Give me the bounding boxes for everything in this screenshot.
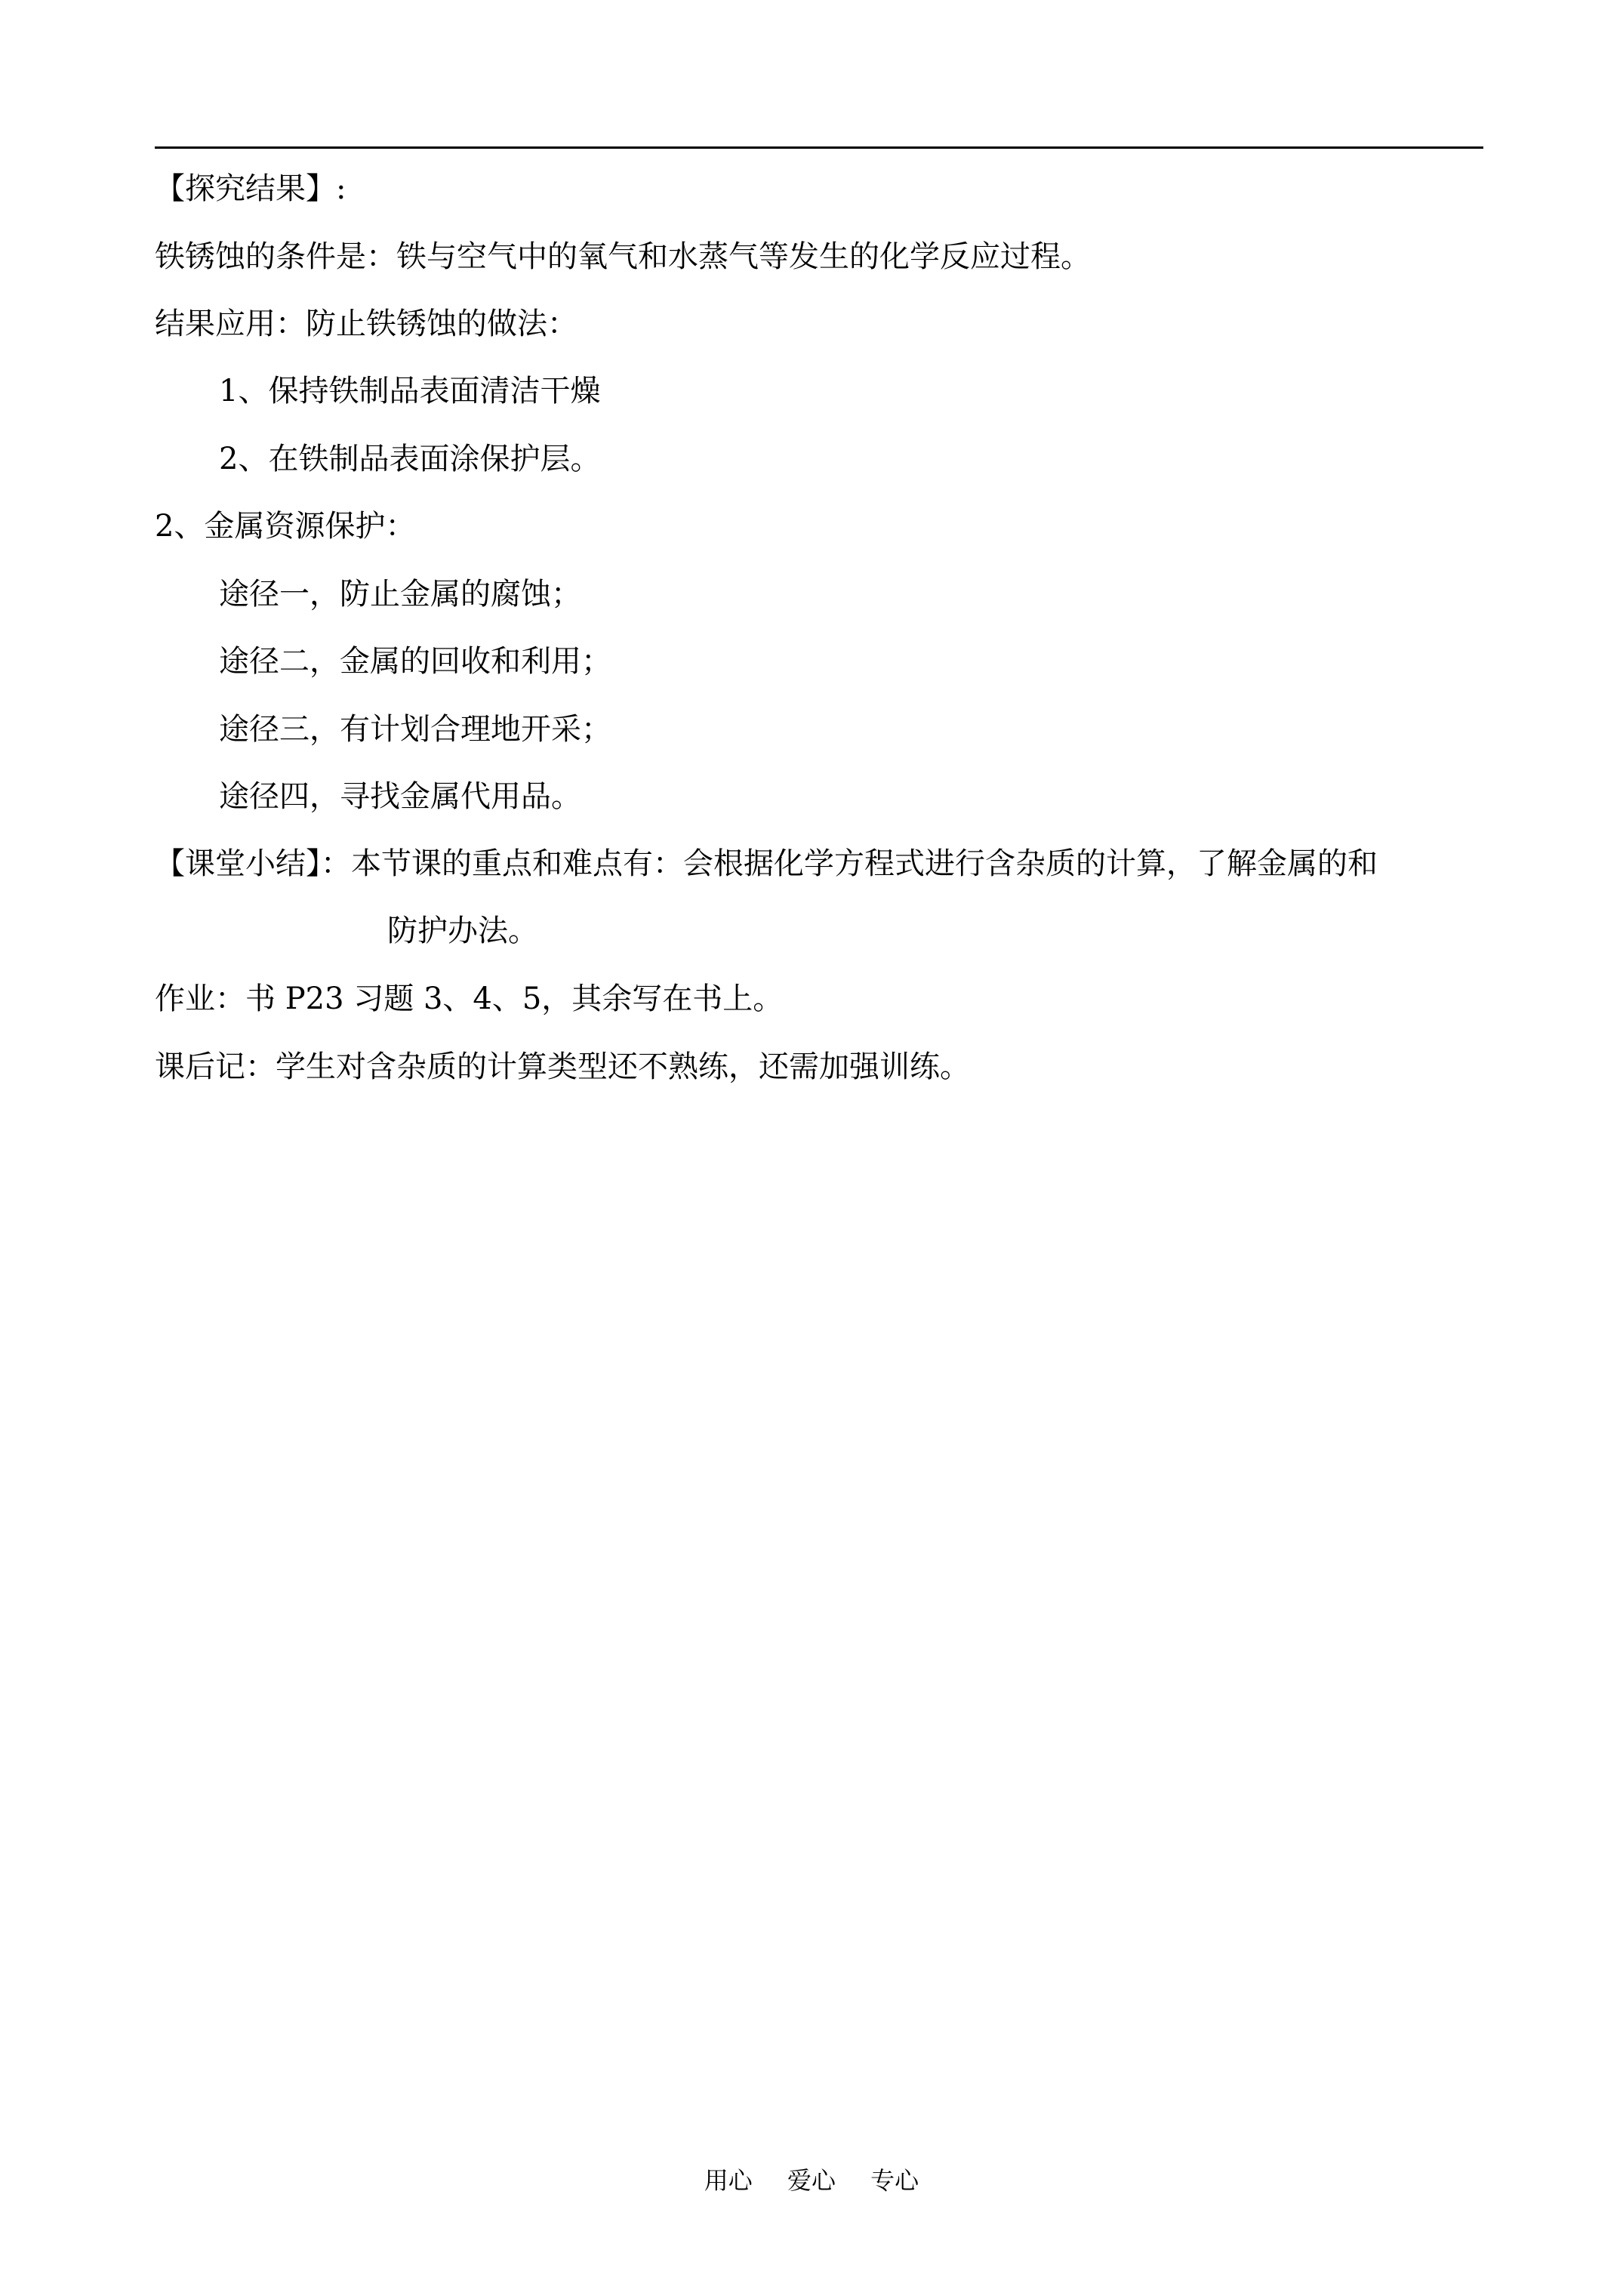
header-rule: [155, 146, 1483, 149]
footer-item-zhuanxin: 专心: [870, 2166, 919, 2195]
list-item-way-two: 途径二，金属的回收和利用；: [219, 644, 611, 679]
paragraph-after-class-notes: 课后记：学生对含杂质的计算类型还不熟练，还需加强训练。: [155, 1049, 970, 1084]
paragraph-homework: 作业：书 P23 习题 3、4、5，其余写在书上。: [155, 982, 784, 1016]
paragraph-result-application: 结果应用：防止铁锈蚀的做法：: [155, 307, 577, 341]
paragraph-class-summary: 【课堂小结】：本节课的重点和难点有：会根据化学方程式进行含杂质的计算，了解金属的和: [155, 846, 1378, 881]
footer-item-aixin: 爱心: [787, 2166, 836, 2195]
list-item-way-four: 途径四，寻找金属代用品。: [219, 779, 581, 814]
list-item-keep-dry: 1、保持铁制品表面清洁干燥: [219, 374, 601, 408]
page-footer: [0, 2165, 1623, 2196]
section-heading-inquiry-result: 【探究结果】:: [155, 171, 346, 206]
paragraph-class-summary-cont: 防护办法。: [387, 914, 538, 948]
list-item-way-one: 途径一，防止金属的腐蚀；: [219, 577, 581, 612]
list-item-way-three: 途径三，有计划合理地开采；: [219, 712, 611, 747]
section-heading-metal-resources: 2、金属资源保护：: [155, 509, 416, 544]
footer-item-yongxin: 用心: [704, 2166, 753, 2195]
paragraph-rust-conditions: 铁锈蚀的条件是：铁与空气中的氧气和水蒸气等发生的化学反应过程。: [155, 239, 1091, 274]
list-item-protective-layer: 2、在铁制品表面涂保护层。: [219, 442, 601, 476]
